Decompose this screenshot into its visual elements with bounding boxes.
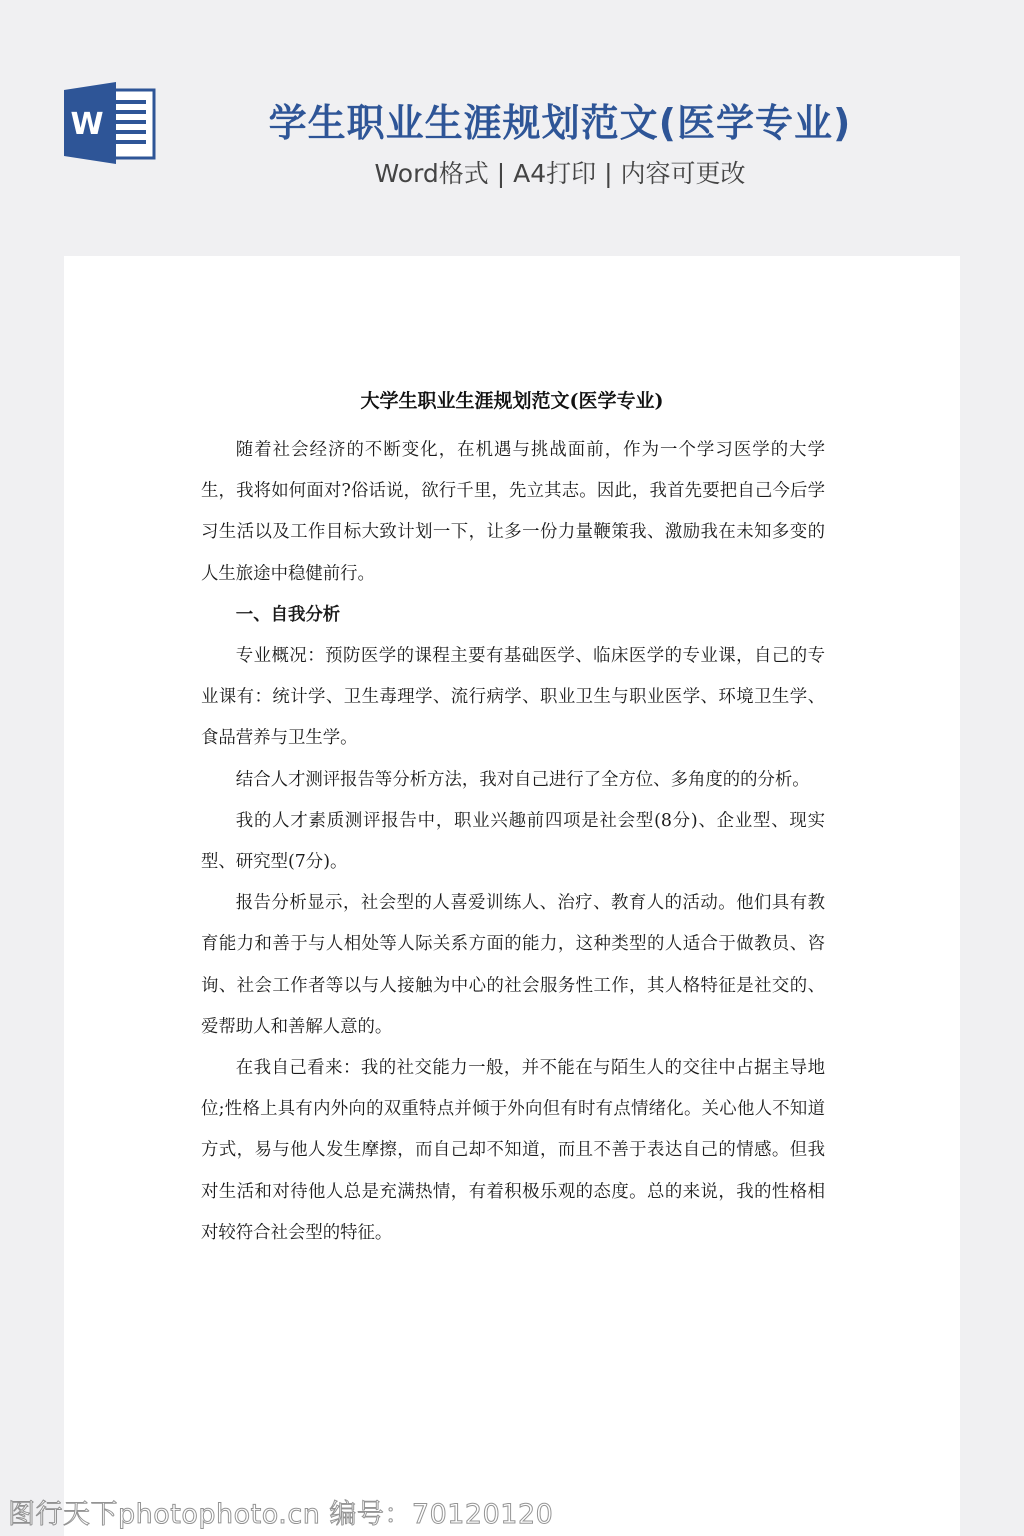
header-subtitle: Word格式 | A4打印 | 内容可更改 [374, 159, 746, 188]
header-title: 学生职业生涯规划范文(医学专业) [268, 101, 852, 145]
document-title: 大学生职业生涯规划范文(医学专业) [360, 390, 664, 412]
document-body [201, 430, 825, 1254]
section-heading-self-analysis: 一、自我分析 [235, 604, 341, 625]
paragraph-assessment-report: 我的人才素质测评报告中，职业兴趣前四项是社会型(8分)、企业型、现实型、研究型(7分)。 [201, 810, 825, 873]
paragraph-analysis-method: 结合人才测评报告等分析方法，我对自己进行了全方位、多角度的的分析。 [235, 769, 810, 790]
intro-paragraph: 随着社会经济的不断变化，在机遇与挑战面前，作为一个学习医学的大学生，我将如何面对?俗话说，欲行千里，先立其志。因此，我首先要把自己今后学习生活以及工作目标大致计划一下，让多一份力量鞭策我、激励我在未知多变的人生旅途中稳健前行。 [201, 440, 825, 584]
header [0, 0, 1024, 230]
paragraph-major-overview: 专业概况：预防医学的课程主要有基础医学、临床医学的专业课，自己的专业课有：统计学、卫生毒理学、流行病学、职业卫生与职业医学、环境卫生学、食品营养与卫生学。 [201, 646, 825, 749]
word-logo-letter: W [70, 107, 104, 142]
watermark-text: 图行天下photophoto.cn 编号：70120120 [8, 1499, 554, 1530]
paragraph-self-view: 在我自己看来：我的社交能力一般，并不能在与陌生人的交往中占据主导地位;性格上具有内外向的双重特点并倾于外向但有时有点情绪化。关心他人不知道方式，易与他人发生摩擦，而自己却不知道，而且不善于表达自己的情感。但我对生活和对待他人总是充满热情，有着积极乐观的态度。总的来说，我的性格相对较符合社会型的特征。 [201, 1058, 825, 1243]
paragraph-social-type: 报告分析显示，社会型的人喜爱训练人、治疗、教育人的活动。他们具有教育能力和善于与人相处等人际关系方面的能力，这种类型的人适合于做教员、咨询、社会工作者等以与人接触为中心的社会服务性工作，其人格特征是社交的、爱帮助人和善解人意的。 [201, 893, 825, 1037]
word-document-icon [64, 82, 156, 164]
document-page [64, 256, 960, 1536]
